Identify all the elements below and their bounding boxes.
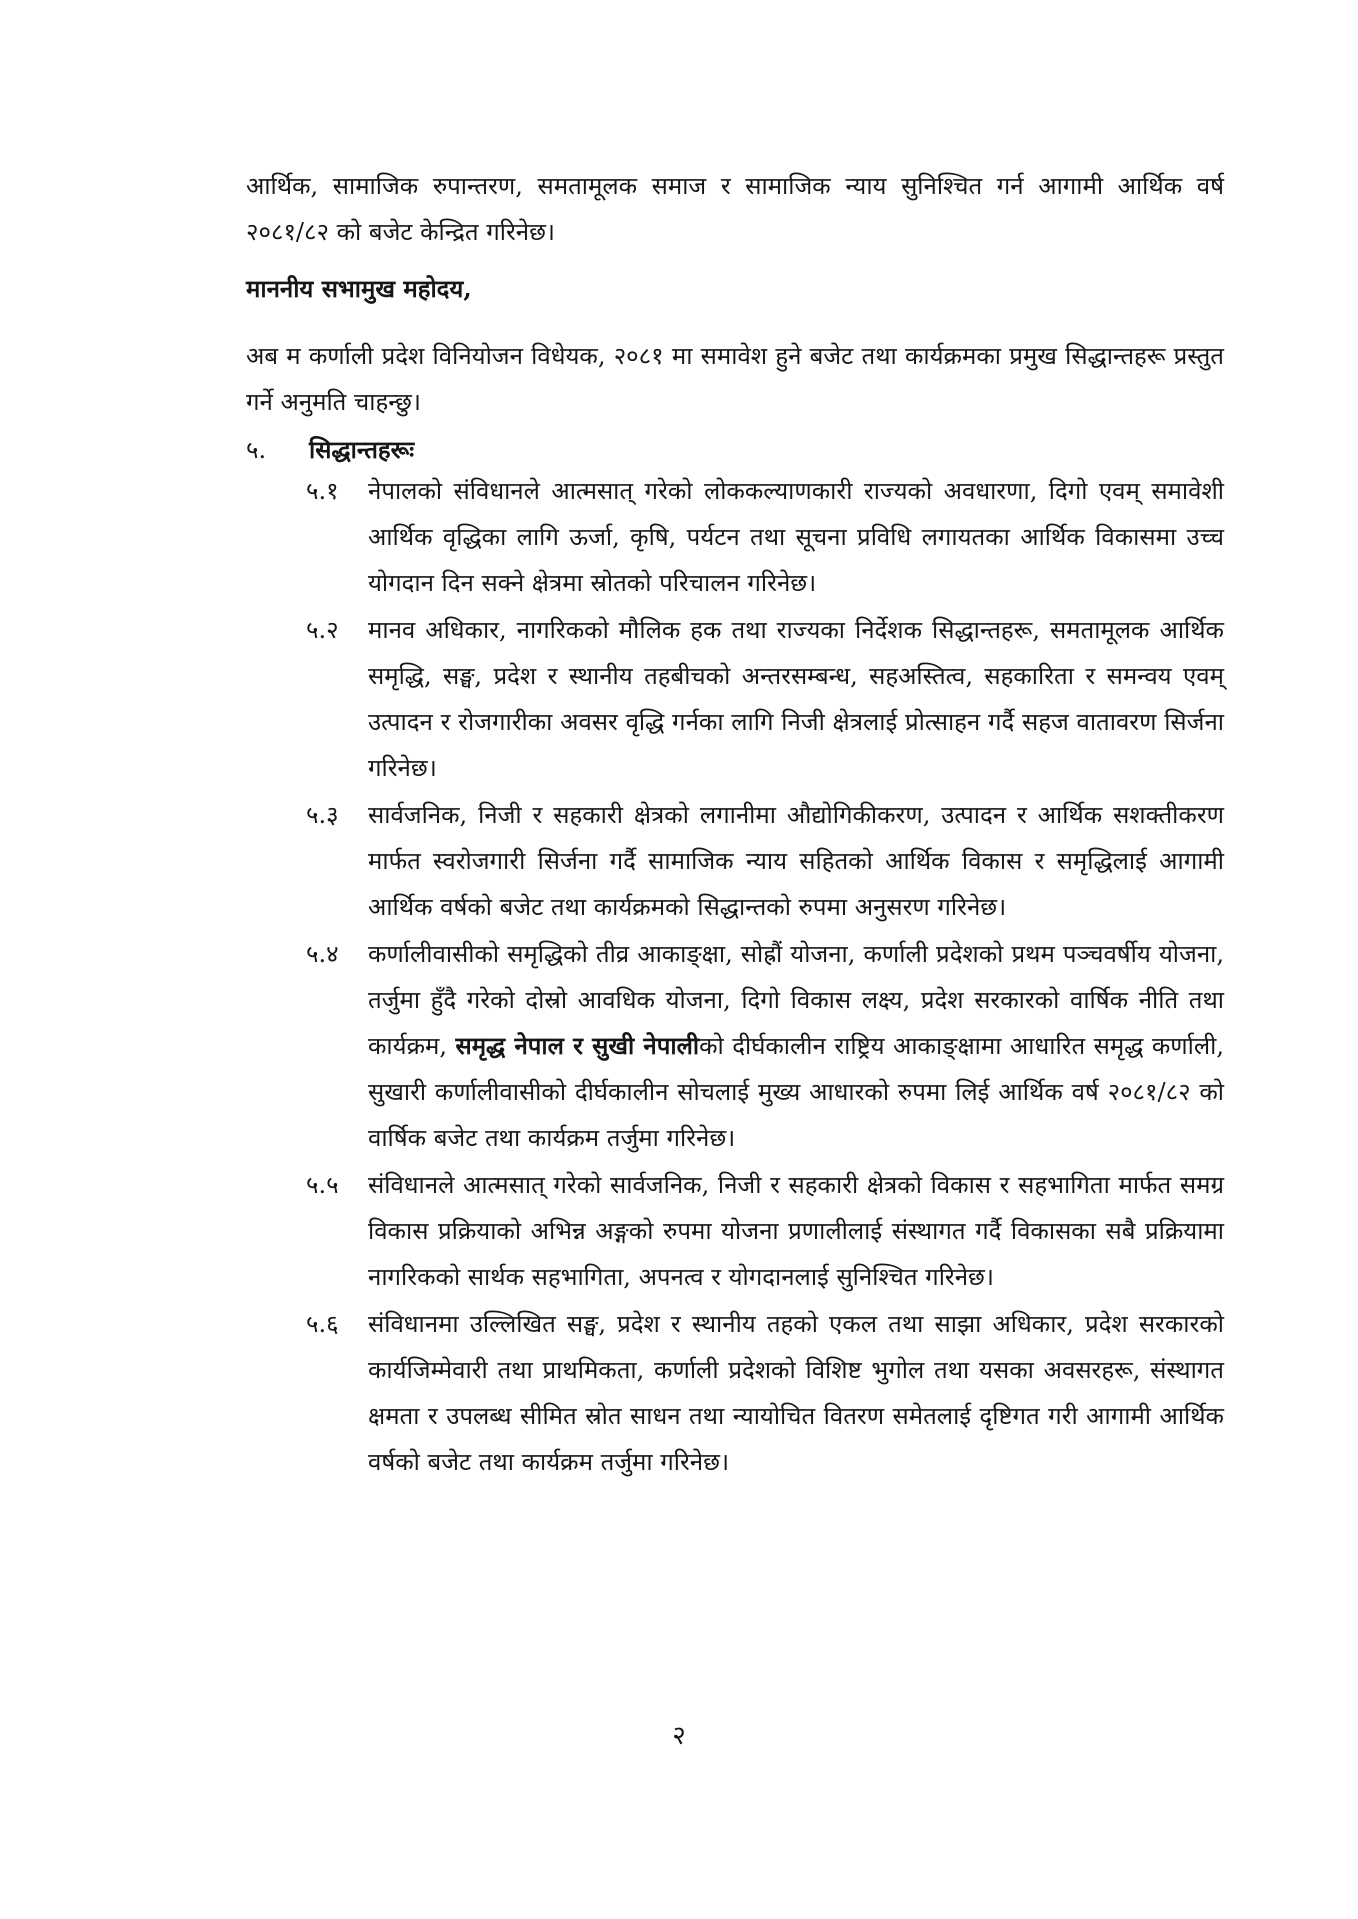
principles-list bbox=[306, 468, 1224, 1486]
list-item bbox=[306, 1162, 1224, 1300]
item-number: ५.३ bbox=[306, 801, 339, 829]
item-text-bold: समृद्ध नेपाल र सुखी नेपाली bbox=[455, 1031, 700, 1060]
list-item bbox=[306, 931, 1224, 1161]
item-text: संविधानले आत्मसात् गरेको सार्वजनिक, निजी र सहकारी क्षेत्रको विकास र सहभागिता मार्फत समग्र विकास प्रक्रियाको अभिन्न अङ्गको रुपमा योजना प्रणालीलाई संस्थागत गर्दै विकासका सबै प्रक्रियामा नागरिकको सार्थक सहभागिता, अपनत्व र योगदानलाई सुनिश्चित गरिनेछ। bbox=[368, 1171, 1224, 1291]
item-number: ५.६ bbox=[306, 1310, 339, 1338]
item-text-after: को दीर्घकालीन राष्ट्रिय आकाङ्क्षामा आधारित समृद्ध कर्णाली, सुखारी कर्णालीवासीको दीर्घकालीन सोचलाई मुख्य आधारको रुपमा लिई आर्थिक वर्ष २०८१/८२ को वार्षिक बजेट तथा कार्यक्रम तर्जुमा गरिनेछ। bbox=[368, 1032, 1224, 1152]
item-number: ५.४ bbox=[306, 940, 339, 968]
item-number: ५.२ bbox=[306, 616, 339, 644]
section-title: सिद्धान्तहरूः bbox=[309, 435, 415, 464]
item-number: ५.५ bbox=[306, 1171, 339, 1199]
list-item bbox=[306, 792, 1224, 930]
page-number: २ bbox=[672, 1721, 686, 1751]
salutation-heading: माननीय सभामुख महोदय, bbox=[246, 274, 472, 303]
item-text: नेपालको संविधानले आत्मसात् गरेको लोककल्याणकारी राज्यको अवधारणा, दिगो एवम् समावेशी आर्थिक वृद्धिका लागि ऊर्जा, कृषि, पर्यटन तथा सूचना प्रविधि लगायतका आर्थिक विकासमा उच्च योगदान दिन सक्ने क्षेत्रमा स्रोतको परिचालन गरिनेछ। bbox=[368, 477, 1224, 597]
item-number: ५.१ bbox=[306, 477, 339, 505]
section-number: ५. bbox=[246, 436, 267, 464]
section-heading bbox=[246, 427, 1224, 473]
item-text: संविधानमा उल्लिखित सङ्घ, प्रदेश र स्थानीय तहको एकल तथा साझा अधिकार, प्रदेश सरकारको कार्यजिम्मेवारी तथा प्राथमिकता, कर्णाली प्रदेशको विशिष्ट भुगोल तथा यसका अवसरहरू, संस्थागत क्षमता र उपलब्ध सीमित स्रोत साधन तथा न्यायोचित वितरण समेतलाई दृष्टिगत गरी आगामी आर्थिक वर्षको बजेट तथा कार्यक्रम तर्जुमा गरिनेछ। bbox=[368, 1310, 1224, 1476]
intro-paragraph: आर्थिक, सामाजिक रुपान्तरण, समतामूलक समाज र सामाजिक न्याय सुनिश्चित गर्न आगामी आर्थिक वर्ष २०८१/८२ को बजेट केन्द्रित गरिनेछ। bbox=[246, 172, 1224, 246]
list-item bbox=[306, 468, 1224, 606]
item-text-before: कर्णालीवासीको समृद्धिको तीव्र आकाङ्क्षा, सोह्रौं योजना, कर्णाली प्रदेशको प्रथम पञ्चवर्षीय योजना, तर्जुमा हुँदै गरेको दोस्रो आवधिक योजना, दिगो विकास लक्ष्य, प्रदेश सरकारको वार्षिक नीति तथा कार्यक्रम, bbox=[368, 940, 1224, 1060]
permission-paragraph: अब म कर्णाली प्रदेश विनियोजन विधेयक, २०८१ मा समावेश हुने बजेट तथा कार्यक्रमका प्रमुख सिद्धान्तहरू प्रस्तुत गर्ने अनुमति चाहन्छु। bbox=[246, 342, 1224, 416]
list-item bbox=[306, 607, 1224, 791]
item-text: सार्वजनिक, निजी र सहकारी क्षेत्रको लगानीमा औद्योगिकीकरण, उत्पादन र आर्थिक सशक्तीकरण मार्फत स्वरोजगारी सिर्जना गर्दै सामाजिक न्याय सहितको आर्थिक विकास र समृद्धिलाई आगामी आर्थिक वर्षको बजेट तथा कार्यक्रमको सिद्धान्तको रुपमा अनुसरण गरिनेछ। bbox=[368, 801, 1224, 921]
item-text: मानव अधिकार, नागरिकको मौलिक हक तथा राज्यका निर्देशक सिद्धान्तहरू, समतामूलक आर्थिक समृद्धि, सङ्घ, प्रदेश र स्थानीय तहबीचको अन्तरसम्बन्ध, सहअस्तित्व, सहकारिता र समन्वय एवम् उत्पादन र रोजगारीका अवसर वृद्धि गर्नका लागि निजी क्षेत्रलाई प्रोत्साहन गर्दै सहज वातावरण सिर्जना गरिनेछ। bbox=[368, 616, 1224, 782]
list-item bbox=[306, 1301, 1224, 1485]
